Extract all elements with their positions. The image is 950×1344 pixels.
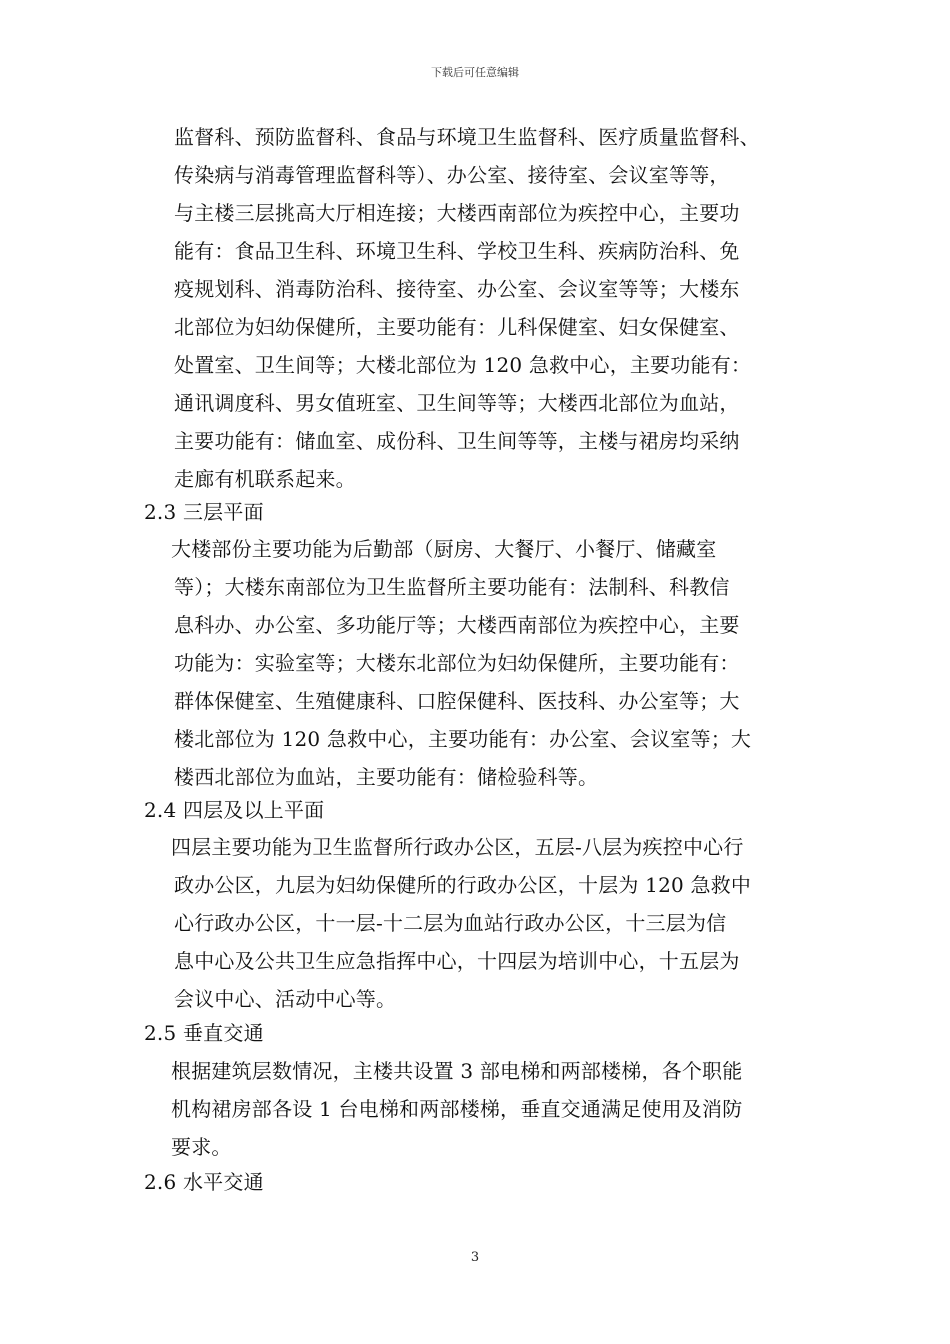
paragraph-line: 主要功能有：储血室、成份科、卫生间等等，主楼与裙房均采纳: [174, 429, 740, 453]
page-number: 3: [470, 1250, 480, 1265]
paragraph-line: 要求。: [171, 1135, 232, 1159]
paragraph-line: 走廊有机联系起来。: [174, 467, 356, 491]
page-header-note: 下载后可任意编辑: [431, 66, 519, 79]
section-heading-2-6: 2.6 水平交通: [144, 1170, 264, 1194]
paragraph-line: 北部位为妇幼保健所，主要功能有：儿科保健室、妇女保健室、: [174, 315, 740, 339]
paragraph-line: 监督科、预防监督科、食品与环境卫生监督科、医疗质量监督科、: [174, 125, 760, 149]
paragraph-line: 政办公区，九层为妇幼保健所的行政办公区，十层为 120 急救中: [174, 873, 752, 897]
section-heading-2-4: 2.4 四层及以上平面: [144, 798, 325, 822]
paragraph-line: 心行政办公区，十一层-十二层为血站行政办公区，十三层为信: [174, 911, 727, 935]
paragraph-line: 与主楼三层挑高大厅相连接；大楼西南部位为疾控中心，主要功: [174, 201, 740, 225]
paragraph-line: 群体保健室、生殖健康科、口腔保健科、医技科、办公室等；大: [174, 689, 740, 713]
section-heading-2-5: 2.5 垂直交通: [144, 1021, 264, 1045]
paragraph-line: 功能为：实验室等；大楼东北部位为妇幼保健所，主要功能有：: [174, 651, 740, 675]
paragraph-line: 楼西北部位为血站，主要功能有：储检验科等。: [174, 765, 599, 789]
paragraph-line: 通讯调度科、男女值班室、卫生间等等；大楼西北部位为血站，: [174, 391, 740, 415]
section-heading-2-3: 2.3 三层平面: [144, 500, 264, 524]
paragraph-line: 疫规划科、消毒防治科、接待室、办公室、会议室等等；大楼东: [174, 277, 740, 301]
paragraph-line: 能有：食品卫生科、环境卫生科、学校卫生科、疾病防治科、免: [174, 239, 740, 263]
paragraph-line: 处置室、卫生间等；大楼北部位为 120 急救中心，主要功能有：: [174, 353, 752, 377]
paragraph-line: 大楼部份主要功能为后勤部（厨房、大餐厅、小餐厅、储藏室: [171, 537, 717, 561]
paragraph-line: 传染病与消毒管理监督科等）、办公室、接待室、会议室等等，: [174, 163, 730, 187]
paragraph-line: 等）；大楼东南部位为卫生监督所主要功能有：法制科、科教信: [174, 575, 730, 599]
paragraph-line: 四层主要功能为卫生监督所行政办公区，五层-八层为疾控中心行: [171, 835, 744, 859]
paragraph-line: 会议中心、活动中心等。: [174, 987, 397, 1011]
paragraph-line: 息科办、办公室、多功能厅等；大楼西南部位为疾控中心，主要: [174, 613, 740, 637]
paragraph-line: 楼北部位为 120 急救中心，主要功能有：办公室、会议室等；大: [174, 727, 752, 751]
paragraph-line: 根据建筑层数情况，主楼共设置 3 部电梯和两部楼梯，各个职能: [171, 1059, 743, 1083]
paragraph-line: 息中心及公共卫生应急指挥中心，十四层为培训中心，十五层为: [174, 949, 740, 973]
paragraph-line: 机构裙房部各设 1 台电梯和两部楼梯，垂直交通满足使用及消防: [171, 1097, 743, 1121]
